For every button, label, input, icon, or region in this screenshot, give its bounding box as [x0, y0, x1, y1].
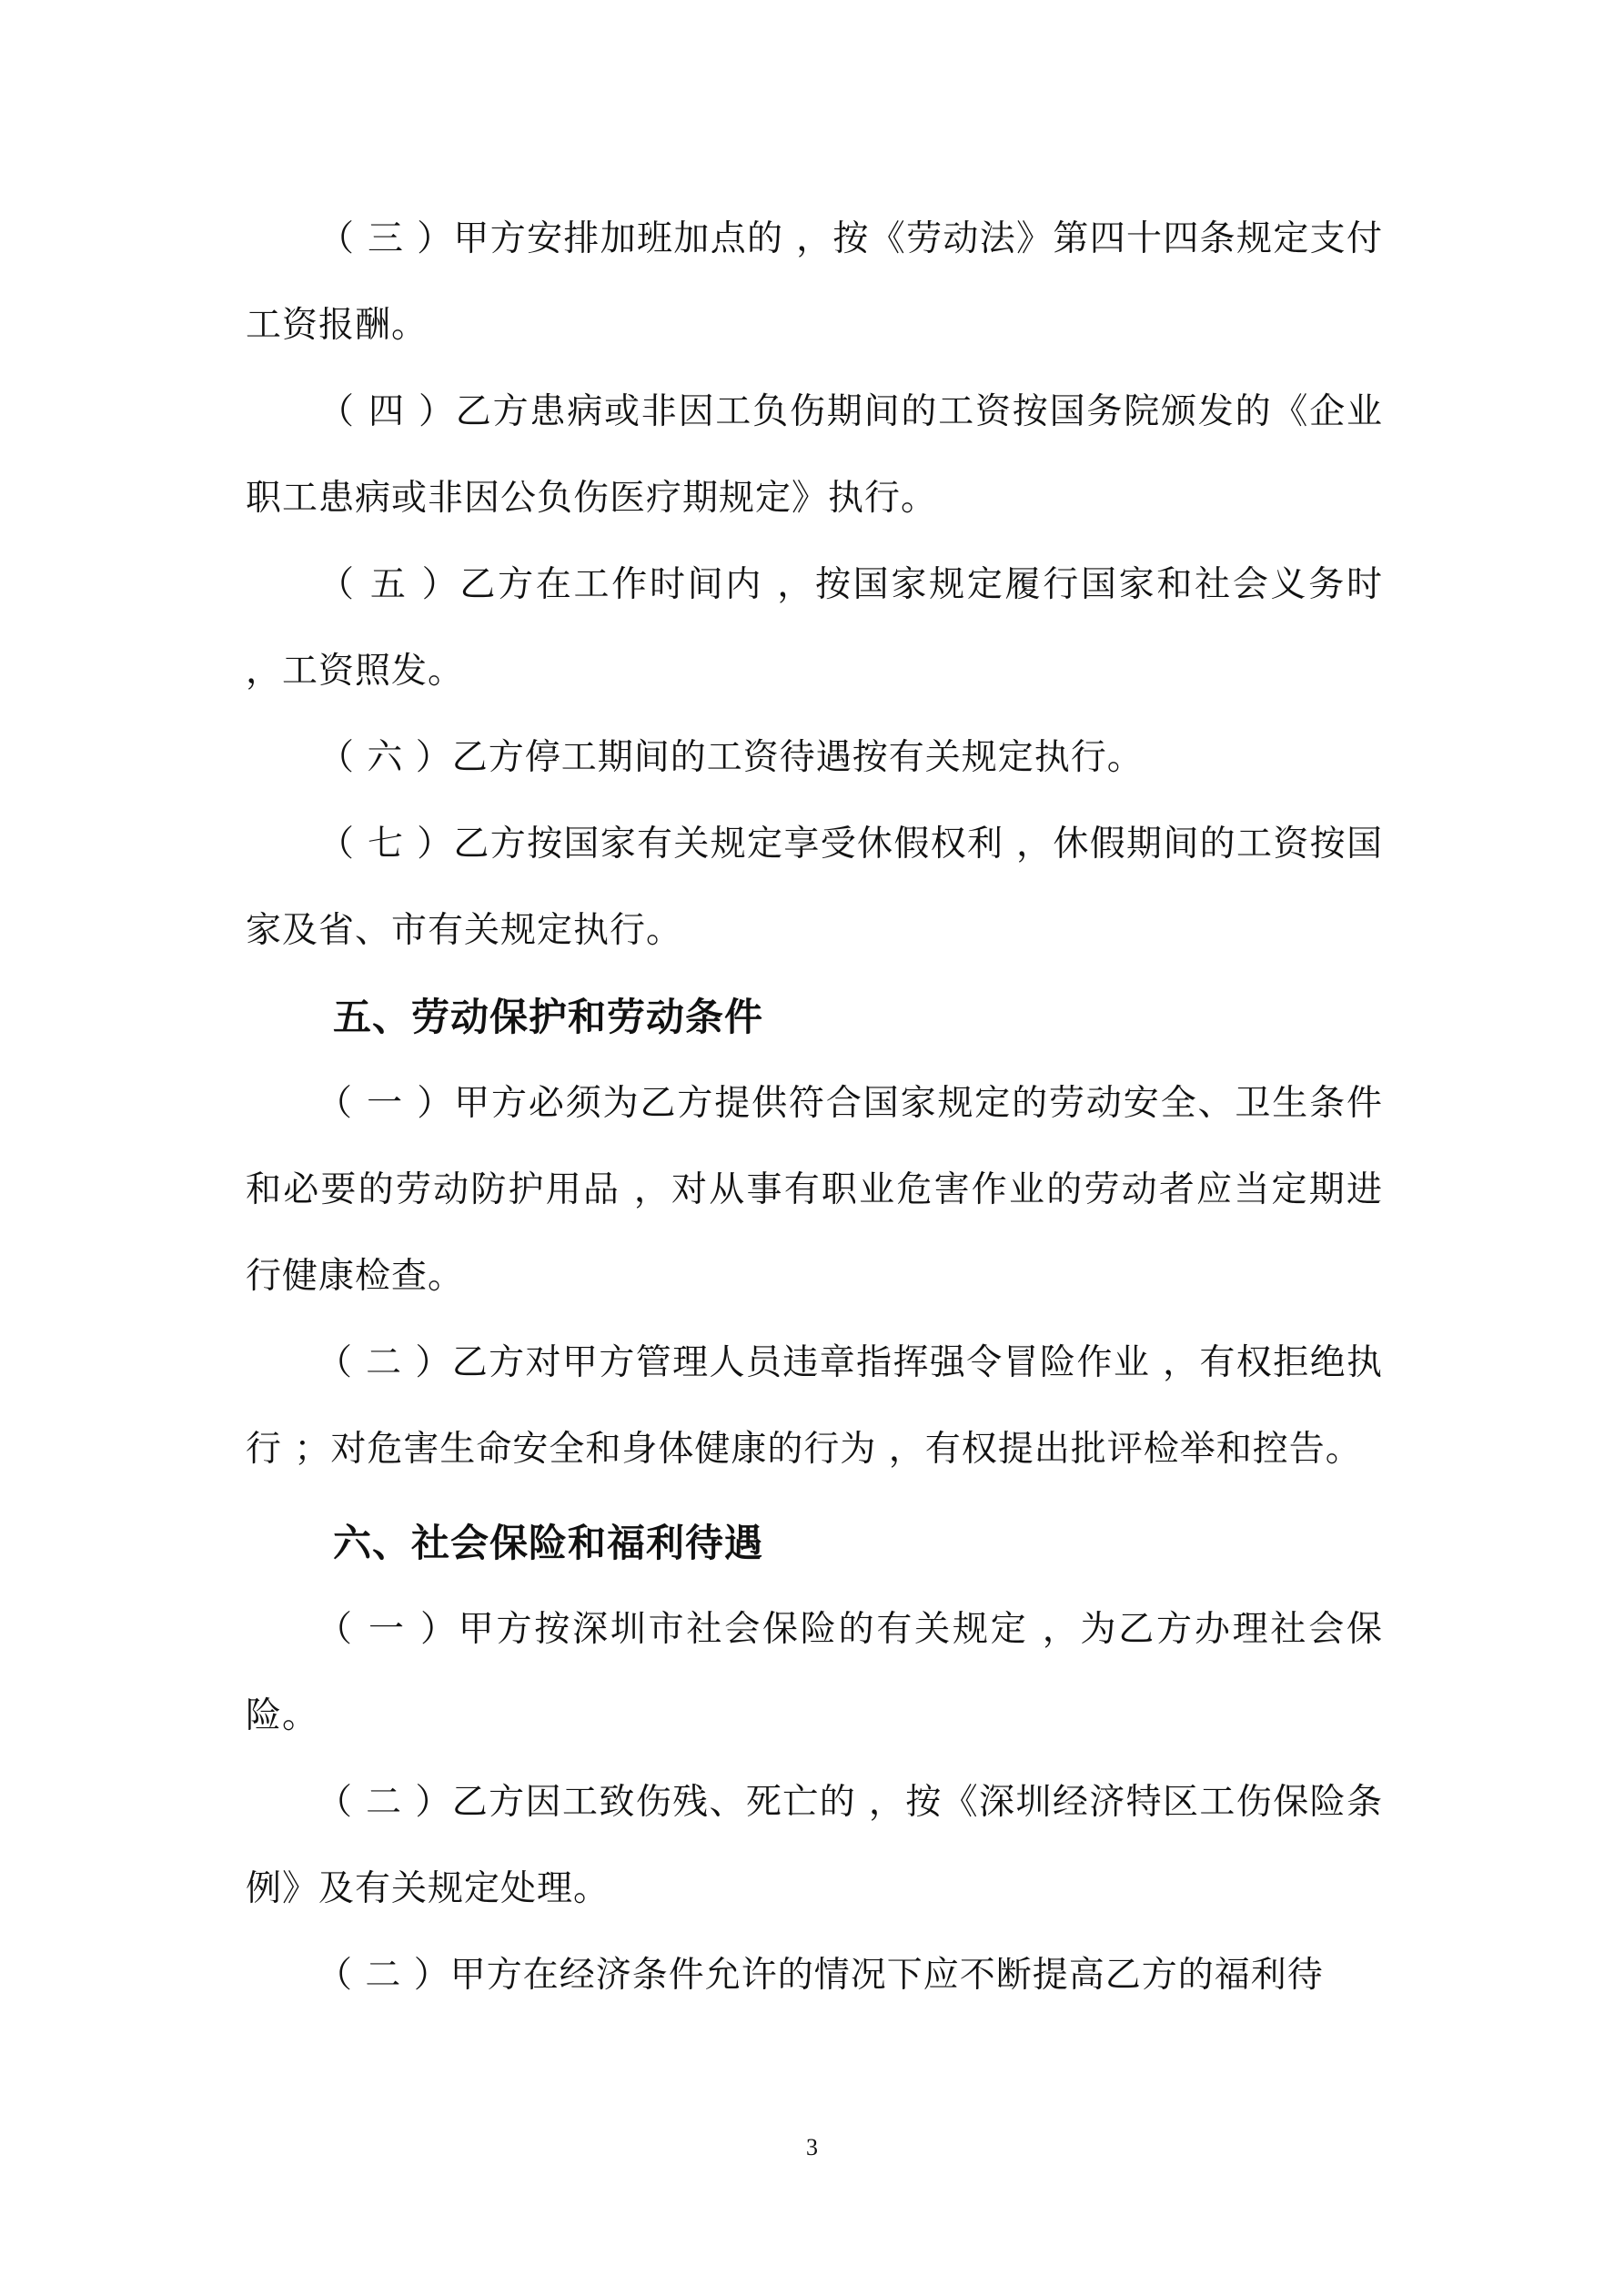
clause-6-3: （ 二 ）甲方在经济条件允许的情况下应不断提高乙方的福利待 [317, 1955, 1324, 1996]
clause-4-6: （ 六 ）乙方停工期间的工资待遇按有关规定执行。 [318, 737, 1144, 778]
clause-6-2: （ 二 ）乙方因工致伤残、死亡的 ，按《深圳经济特区工伤保险条例》及有关规定处理。 [246, 1782, 1383, 1909]
document-body [246, 196, 1383, 2018]
clause-6-1: （ 一 ）甲方按深圳市社会保险的有关规定 ，为乙方办理社会保险。 [246, 1609, 1383, 1736]
clause-5-1: （ 一 ）甲方必须为乙方提供符合国家规定的劳动安全、卫生条件和必要的劳动防护用品 ，对从事有职业危害作业的劳动者应当定期进行健康检查。 [246, 1083, 1383, 1297]
clause-4-7: （ 七 ）乙方按国家有关规定享受休假权利 ，休假期间的工资按国家及省、市有关规定执行。 [246, 824, 1383, 951]
section-heading-6: 六、社会保险和福利待遇 [333, 1521, 764, 1565]
section-heading-5: 五、劳动保护和劳动条件 [333, 995, 764, 1039]
clause-4-5: （ 五 ）乙方在工作时间内 ，按国家规定履行国家和社会义务时 ，工资照发。 [246, 564, 1383, 692]
page-number: 3 [806, 2134, 818, 2160]
clause-5-2: （ 二 ）乙方对甲方管理人员违章指挥强令冒险作业 ，有权拒绝执行 ；对危害生命安全和身体健康的行为 ，有权提出批评检举和控告。 [246, 1342, 1383, 1470]
clause-4-4: （ 四 ）乙方患病或非因工负伤期间的工资按国务院颁发的《企业职工患病或非因公负伤医疗期规定》执行。 [246, 391, 1383, 519]
clause-4-3: （ 三 ）甲方安排加班加点的 ，按《劳动法》第四十四条规定支付工资报酬。 [246, 218, 1383, 346]
